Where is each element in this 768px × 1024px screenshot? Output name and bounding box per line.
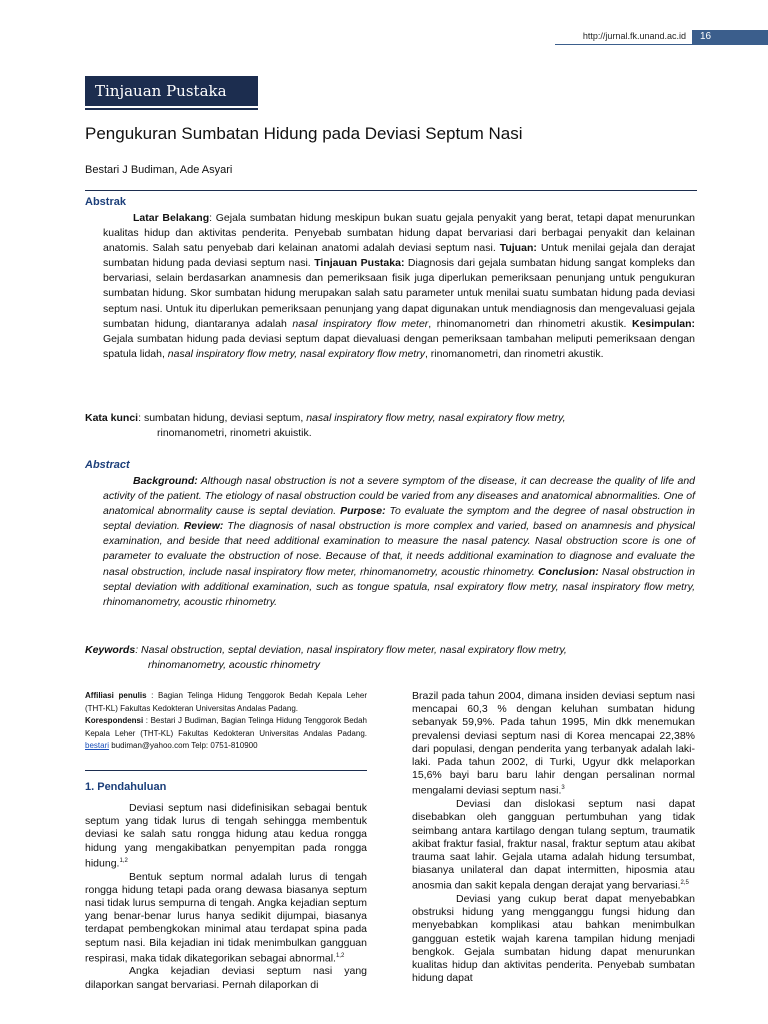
header-rule bbox=[555, 44, 768, 45]
abstract-text: Background: Although nasal obstruction is not a severe symptom of the disease, it can decrease the quality of life and activity of the patient. The etiology of nasal obstruction could be varied from any diseases and anatomical abnormalities. One of anatomical abnormality cause is septal deviation. Purpose: To evaluate the symptom and the degree of nasal obstruction in septal deviation. Review: The diagnosis of nasal obstruction is more complex and varied, based on anamnesis and physical examination, and beside that need additional examination to measure the nasal patency. Nasal obstruction score is one of parameter to evaluate the obstruction of nose. Because of that, it needs additional examination to diagnose and evaluate the nasal obstruction, include nasal inspiratory flow meter, rhinomanometry, acoustic rhinometry. Conclusion: Nasal obstruction in septal deviation with additional examination, such as tongue spatula, nsal expiratory flow metry, nasal inspiratory flow metry, rhinomanometry, acoustic rhinometry. bbox=[103, 475, 696, 608]
page-number: 16 bbox=[692, 30, 768, 44]
kata-kunci: Kata kunci: sumbatan hidung, deviasi septum, nasal inspiratory flow metry, nasal expiratory flow metry, rinomanometri, rinometri akuistik. bbox=[85, 412, 566, 440]
right-column bbox=[412, 690, 695, 985]
email-link[interactable]: bestari bbox=[85, 741, 110, 750]
paragraph: Deviasi dan dislokasi septum nasi dapat disebabkan oleh gangguan pertumbuhan yang tidak seimbang antara kartilago dengan tulang septum, traumatik akibat fraktur fasial, fraktur nasal, fraktur septum atau akibat trauma saat lahir. Gejala utama adalah hidung tersumbat, biasanya unilateral dan dapat intermitten, hiposmia atau anosmia dan sakit kepala dengan derajat yang bervariasi.$^{2,5}$ bbox=[412, 798, 695, 892]
title-rule bbox=[85, 190, 697, 191]
article-title: Pengukuran Sumbatan Hidung pada Deviasi Septum Nasi bbox=[85, 124, 523, 143]
authors: Bestari J Budiman, Ade Asyari bbox=[85, 164, 233, 176]
affiliation-rule bbox=[85, 770, 367, 771]
paragraph: Deviasi septum nasi didefinisikan sebagai bentuk septum yang tidak lurus di tengah sehingga membentuk deviasi ke salah satu rongga hidung atau kedua rongga hidung yang mengakibatkan penyempitan pada rongga hidung.$^{1,2}$ bbox=[85, 802, 367, 870]
page-header bbox=[0, 30, 768, 44]
affiliation-note: Affiliasi penulis : Bagian Telinga Hidung Tenggorok Bedah Kepala Leher (THT-KL) Fakultas Kedokteran Universitas Andalas Padang. Korespondensi : Bestari J Budiman, Bagian Telinga Hidung Tenggorok Bedah Kepala Leher (THT-KL) Fakultas Kedokteran Universitas Andalas Padang. bestari budiman@yahoo.com Telp: 0751-810900 bbox=[85, 691, 367, 750]
left-column bbox=[85, 802, 367, 992]
abstrak-text: Latar Belakang: Gejala sumbatan hidung meskipun bukan suatu gejala penyakit yang berat, tetapi dapat menurunkan kualitas hidup dan aktivitas penderita. Penyebab sumbatan hidung dapat bervariasi dari berbagai penyakit dan kelainan anatomis. Salah satu penyebab dari kelainan anatomi adalah deviasi septum nasi. Tujuan: Untuk menilai gejala dan derajat sumbatan hidung pada deviasi septum nasi. Tinjauan Pustaka: Diagnosis dari gejala sumbatan hidung sangat kompleks dan bervariasi, selain berdasarkan anamnesis dan pemeriksaan fisik juga diperlukan pemeriksaan penunjang untuk pengukuran sumbatan hidung. Skor sumbatan hidung merupakan salah satu parameter untuk menilai suatu sumbatan hidung pada deviasi septum nasi. Untuk itu diperlukan pemeriksaan penunjang yang dapat digunakan untuk mendiagnosis dan mengevaluasi gejala sumbatan hidung, diantaranya adalah nasal inspiratory flow meter, rhinomanometri dan rhinometri akustik. Kesimpulan: Gejala sumbatan hidung pada deviasi septum dapat dievaluasi dengan pemeriksaan tambahan meliputi pemeriksaan dengan spatula lidah, nasal inspiratory flow metry, nasal expiratory flow metry, rinomanometri, dan rinometri akustik. bbox=[103, 212, 695, 360]
paragraph: Angka kejadian deviasi septum nasi yang dilaporkan sangat bervariasi. Pernah dilaporkan di bbox=[85, 965, 367, 991]
paragraph: Deviasi yang cukup berat dapat menyebabkan obstruksi hidung yang mengganggu fungsi hidung dan menyebabkan komplikasi atau bahkan menimbulkan gangguan estetik wajah karena tampilan hidung menjadi bengkok. Gejala sumbatan hidung dapat menurunkan kualitas hidup dan aktivitas penderita. Penyebab sumbatan hidung dapat bbox=[412, 893, 695, 985]
paragraph: Bentuk septum normal adalah lurus di tengah rongga hidung tetapi pada orang dewasa biasanya septum nasi tidak lurus sempurna di tengah. Angka kejadian septum yang benar-benar lurus hanya sedikit dijumpai, biasanya terdapat pembengkokan minimal atau terdapat spina pada septum nasi. Bila kejadian ini tidak menimbulkan gangguan respirasi, maka tidak dikategorikan sebagai abnormal.$^{1,2}$ bbox=[85, 870, 367, 965]
section-tag-underline bbox=[85, 108, 258, 110]
section-heading: 1. Pendahuluan bbox=[85, 781, 167, 793]
abstract-heading: Abstract bbox=[85, 459, 130, 471]
keywords: Keywords: Nasal obstruction, septal deviation, nasal inspiratory flow meter, nasal expiratory flow metry, rhinomanometry, acoustic rhinometry bbox=[85, 644, 567, 672]
section-tag: Tinjauan Pustaka bbox=[85, 76, 258, 106]
paragraph: Brazil pada tahun 2004, dimana insiden deviasi septum nasi mencapai 60,3 % dengan keluhan sumbatan hidung sebanyak 59,9%. Pada tahun 1995, Min dkk menemukan prevalensi deviasi septum nasi di Korea mencapai 22,38% dari populasi, dengan penderita yang terbanyak adalah laki-laki. Pada tahun 2002, di Turki, Ugyur dkk melaporkan 15,6% bayi baru baru lahir dengan persalinan normal mengalami deviasi septum nasi.$^3$ bbox=[412, 690, 695, 797]
abstrak-heading: Abstrak bbox=[85, 196, 126, 208]
journal-url[interactable]: http://jurnal.fk.unand.ac.id bbox=[582, 31, 686, 41]
